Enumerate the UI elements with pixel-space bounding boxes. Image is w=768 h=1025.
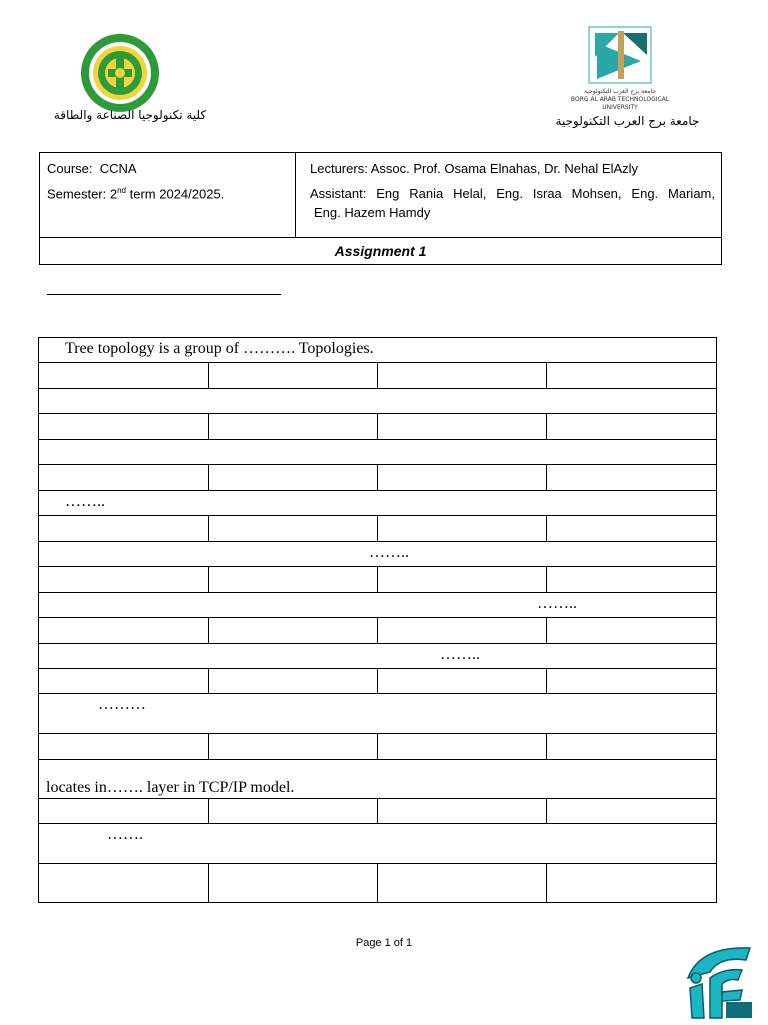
- assistant-line-2: Eng. Hazem Hamdy: [314, 205, 431, 220]
- answer-row: [39, 363, 716, 389]
- answer-cell[interactable]: [39, 567, 209, 592]
- answer-cell[interactable]: [378, 414, 547, 439]
- answer-cell[interactable]: [39, 414, 209, 439]
- answer-cell[interactable]: [547, 414, 716, 439]
- answer-cell[interactable]: [209, 864, 378, 902]
- answer-cell[interactable]: [378, 669, 547, 693]
- question-text: ……..: [440, 646, 480, 663]
- question-text: ……..: [537, 595, 577, 612]
- semester-line: Semester: 2nd term 2024/2025.: [47, 186, 225, 202]
- answer-row: [39, 516, 716, 542]
- answer-cell[interactable]: [39, 516, 209, 541]
- answer-cell[interactable]: [378, 363, 547, 388]
- it-department-logo: [680, 938, 756, 1020]
- question-row: [39, 542, 716, 567]
- answer-cell[interactable]: [547, 567, 716, 592]
- answer-cell[interactable]: [209, 363, 378, 388]
- course-info-right-cell: [296, 153, 721, 237]
- answer-cell[interactable]: [547, 669, 716, 693]
- answer-cell[interactable]: [547, 465, 716, 490]
- answer-cell[interactable]: [209, 734, 378, 759]
- answer-row: [39, 799, 716, 824]
- blank-underline: [47, 294, 281, 295]
- question-text: …….: [107, 826, 143, 843]
- answer-cell[interactable]: [209, 799, 378, 823]
- university-logo: [585, 25, 655, 85]
- answer-cell[interactable]: [209, 618, 378, 643]
- answer-cell[interactable]: [209, 465, 378, 490]
- answer-row: [39, 618, 716, 644]
- faculty-seal-logo: [78, 33, 162, 113]
- faculty-arabic-name: كلية تكنولوجيا الصناعة والطاقة: [53, 108, 207, 122]
- question-row: [39, 389, 716, 414]
- answer-cell[interactable]: [39, 363, 209, 388]
- question-text: Tree topology is a group of ………. Topologies.: [65, 340, 374, 357]
- course-label: Course:: [47, 161, 93, 176]
- answer-cell[interactable]: [547, 516, 716, 541]
- question-text: locates in……. layer in TCP/IP model.: [46, 779, 295, 796]
- answer-cell[interactable]: [209, 669, 378, 693]
- answer-cell[interactable]: [39, 618, 209, 643]
- answer-cell[interactable]: [378, 516, 547, 541]
- page-number: Page 1 of 1: [355, 937, 413, 949]
- answer-cell[interactable]: [547, 363, 716, 388]
- question-text: ……..: [65, 493, 105, 510]
- answer-row: [39, 669, 716, 694]
- assistant-line: Assistant: Eng Rania Helal, Eng. Israa Mohsen, Eng. Mariam,: [310, 186, 715, 201]
- question-row: [39, 824, 716, 864]
- question-text: ………: [98, 696, 146, 713]
- answer-cell[interactable]: [39, 799, 209, 823]
- question-row: [39, 760, 716, 799]
- answer-cell[interactable]: [378, 799, 547, 823]
- answer-row: [39, 414, 716, 440]
- course-info-left-cell: [40, 153, 296, 237]
- answer-cell[interactable]: [39, 669, 209, 693]
- answer-cell[interactable]: [378, 567, 547, 592]
- answer-cell[interactable]: [209, 567, 378, 592]
- course-value: CCNA: [99, 161, 137, 176]
- answer-cell[interactable]: [547, 618, 716, 643]
- lecturers-line: Lecturers: Assoc. Prof. Osama Elnahas, Dr. Nehal ElAzly: [310, 161, 639, 176]
- answer-cell[interactable]: [547, 734, 716, 759]
- questions-grid: [38, 337, 717, 903]
- answer-cell[interactable]: [378, 465, 547, 490]
- question-row: [39, 440, 716, 465]
- answer-row: [39, 734, 716, 760]
- question-row: [39, 338, 716, 363]
- question-text: ……..: [369, 544, 409, 561]
- question-row: [39, 644, 716, 669]
- answer-cell[interactable]: [209, 414, 378, 439]
- answer-cell[interactable]: [39, 864, 209, 902]
- assignment-title: Assignment 1: [40, 237, 721, 264]
- answer-cell[interactable]: [547, 799, 716, 823]
- answer-cell[interactable]: [378, 618, 547, 643]
- answer-cell[interactable]: [547, 864, 716, 902]
- answer-cell[interactable]: [209, 516, 378, 541]
- answer-row: [39, 567, 716, 593]
- university-arabic-name: جامعة برج العرب التكنولوجية: [555, 114, 700, 128]
- course-line: [47, 161, 137, 176]
- question-row: [39, 694, 716, 734]
- answer-row: [39, 465, 716, 491]
- answer-cell[interactable]: [378, 734, 547, 759]
- answer-row: [39, 864, 716, 902]
- question-row: [39, 593, 716, 618]
- answer-cell[interactable]: [378, 864, 547, 902]
- answer-cell[interactable]: [39, 734, 209, 759]
- question-row: [39, 491, 716, 516]
- answer-cell[interactable]: [39, 465, 209, 490]
- university-logo-subtitle: جامعة برج العرب التكنولوجية BORG AL ARAB TECHNOLOGICAL UNIVERSITY: [570, 88, 670, 111]
- course-info-table: [39, 152, 722, 265]
